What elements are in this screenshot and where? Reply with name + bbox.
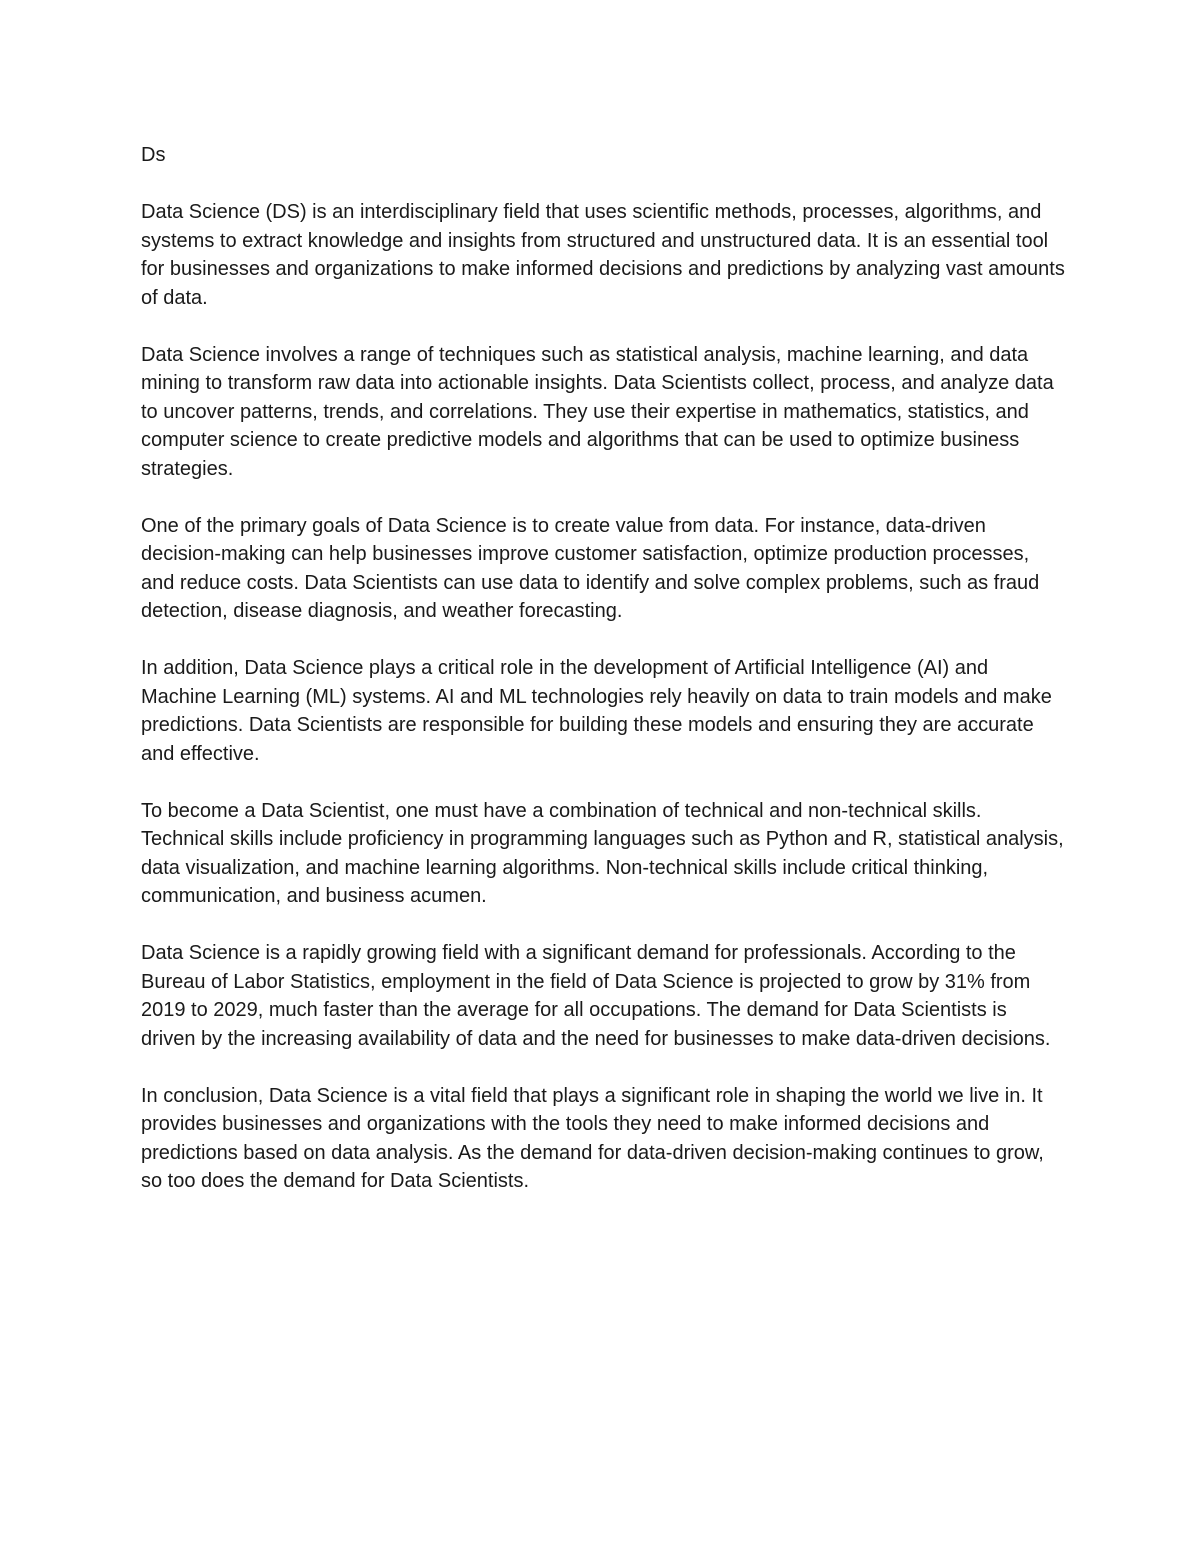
paragraph-techniques: Data Science involves a range of techniques such as statistical analysis, machine learning, and data mining to transform raw data into actionable insights. Data Scientists collect, process, and analyze data to uncover patterns, trends, and correlations. They use their expertise in mathematics, statistics, and computer science to create predictive models and algorithms that can be used to optimize business strategies. [141, 343, 1054, 480]
paragraph-conclusion: In conclusion, Data Science is a vital field that plays a significant role in shaping the world we live in. It provides businesses and organizations with the tools they need to make informed decisions and predictions based on data analysis. As the demand for data-driven decision-making continues to grow, so too does the demand for Data Scientists. [141, 1084, 1044, 1192]
paragraph-ai-ml: In addition, Data Science plays a critical role in the development of Artificial Intelligence (AI) and Machine Learning (ML) systems. AI and ML technologies rely heavily on data to train models and make predictions. Data Scientists are responsible for building these models and ensuring they are accurate and effective. [141, 657, 1052, 765]
document-body [141, 141, 1066, 1224]
paragraph-goals: One of the primary goals of Data Science is to create value from data. For instance, data-driven decision-making can help businesses improve customer satisfaction, optimize production processes, and reduce costs. Data Scientists can use data to identify and solve complex problems, such as fraud detection, disease diagnosis, and weather forecasting. [141, 514, 1040, 622]
paragraph-definition: Data Science (DS) is an interdisciplinary field that uses scientific methods, processes, algorithms, and systems to extract knowledge and insights from structured and unstructured data. It is an essential tool for businesses and organizations to make informed decisions and predictions by analyzing vast amounts of data. [141, 201, 1065, 309]
document-title: Ds [141, 144, 166, 166]
paragraph-demand: Data Science is a rapidly growing field with a significant demand for professionals. According to the Bureau of Labor Statistics, employment in the field of Data Science is projected to grow by 31% from 2019 to 2029, much faster than the average for all occupations. The demand for Data Scientists is driven by the increasing availability of data and the need for businesses to make data-driven decisions. [141, 942, 1051, 1050]
paragraph-skills: To become a Data Scientist, one must have a combination of technical and non-technical skills. Technical skills include proficiency in programming languages such as Python and R, statistical analysis, data visualization, and machine learning algorithms. Non-technical skills include critical thinking, communication, and business acumen. [141, 799, 1064, 907]
